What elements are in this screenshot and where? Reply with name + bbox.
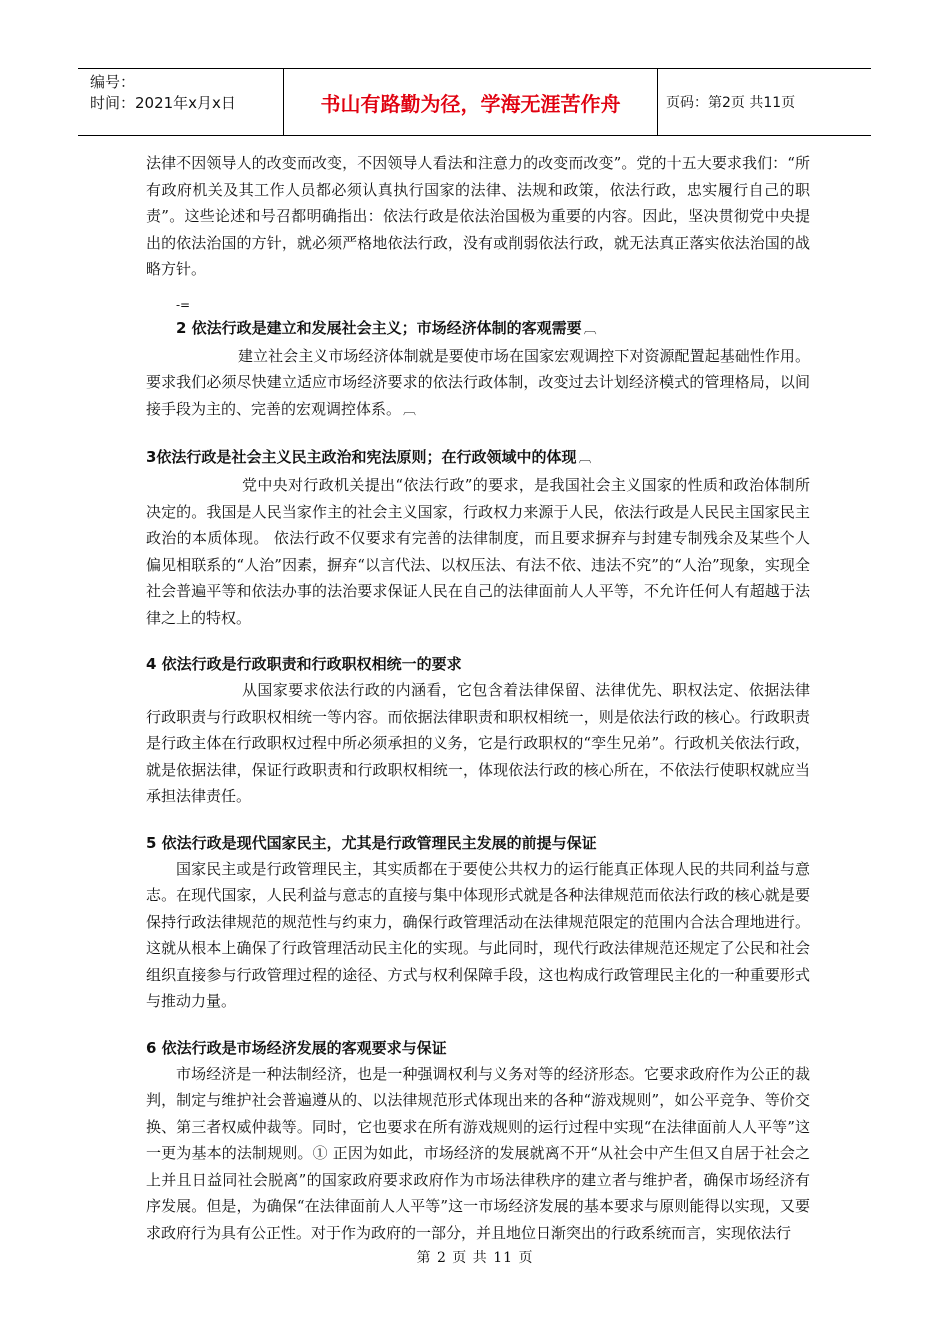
section-3-heading — [146, 444, 810, 472]
header-slogan: 书山有路勤为径，学海无涯苦作舟 — [283, 69, 658, 135]
section-4-heading: 4 依法行政是行政职责和行政职权相统一的要求 — [146, 655, 462, 673]
section-6-heading: 6 依法行政是市场经济发展的客观要求与保证 — [146, 1038, 447, 1057]
section-3-body: 党中央对行政机关提出“依法行政”的要求，是我国社会主义国家的性质和政治体制所决定的。我国是人民当家作主的社会主义国家，行政权力来源于人民，依法行政是人民民主国家民主政治的本质体现。 依法行政不仅要求有完善的法律制度，而且要求摒弃与封建专制残余及某些个人偏见相联系的“人治”因素，摒弃“以言代法、以权压法、有法不依、违法不究”的“人治”现象，实现全社会普遍平等和依法办事的法治要求保证人民在自己的法律面前人人平等，不允许任何人有超越于法律之上的特权。 — [146, 476, 810, 627]
section-4-body: 从国家要求依法行政的内涵看，它包含着法律保留、法律优先、职权法定、依据法律行政职责与行政职权相统一等内容。而依据法律职责和职权相统一，则是依法行政的核心。行政职责是行政主体在行政职权过程中所必须承担的义务，它是行政职权的“孪生兄弟”。行政机关依法行政，就是依据法律，保证行政职责和行政职权相统一，体现依法行政的核心所在，不依法行使职权就应当承担法律责任。 — [146, 681, 810, 805]
section-5-heading: 5 依法行政是现代国家民主，尤其是行政管理民主发展的前提与保证 — [146, 833, 597, 852]
paragraph-mark-icon: ︹ — [578, 451, 592, 466]
section-2-body-text: 建立社会主义市场经济体制就是要使市场在国家宏观调控下对资源配置起基础性作用。要求我们必须尽快建立适应市场经济要求的依法行政体制，改变过去计划经济模式的管理格局，以间接手段为主的、完善的宏观调控体系。 — [146, 346, 810, 418]
page-header — [78, 68, 871, 136]
paragraph-mark-icon: ︹ — [583, 321, 597, 337]
page-footer: 第 2 页 共 11 页 — [416, 1250, 534, 1266]
document-number-label: 编号： — [90, 73, 136, 91]
section-3-heading-text: 3依法行政是社会主义民主政治和宪法原则；在行政领域中的体现 — [146, 448, 577, 466]
section-6-body: 市场经济是一种法制经济，也是一种强调权利与义务对等的经济形态。它要求政府作为公正的裁判，制定与维护社会普遍遵从的、以法律规范形式体现出来的各种“游戏规则”，如公平竞争、等价交换、第三者权威仲裁等。同时，它也要求在所有游戏规则的运行过程中实现“在法律面前人人平等”这一更为基本的法制规则。① 正因为如此，市场经济的发展就离不开“从社会中产生但又自居于社会之上并且日益同社会脱离”的国家政府要求政府作为市场法律秩序的建立者与维护者，确保市场经济有序发展。但是，为确保“在法律面前人人平等”这一市场经济发展的基本要求与原则能得以实现，又要求政府行为具有公正性。对于作为政府的一部分，并且地位日渐突出的行政系统而言，实现依法行 — [146, 1064, 810, 1242]
header-meta — [78, 69, 283, 135]
header-page-info: 页码：第2页 共11页 — [666, 95, 796, 111]
section-2-body — [146, 343, 810, 425]
paragraph-mark-icon: ︹ — [403, 402, 417, 418]
document-body — [146, 150, 810, 1246]
separator-mark: -= — [176, 297, 191, 312]
section-2-heading-text: 2 依法行政是建立和发展社会主义；市场经济体制的客观需要 — [176, 318, 582, 337]
intro-paragraph: 法律不因领导人的改变而改变，不因领导人看法和注意力的改变而改变”。党的十五大要求我们：“所有政府机关及其工作人员都必须认真执行国家的法律、法规和政策，依法行政，忠实履行自己的职责”。这些论述和号召都明确指出：依法行政是依法治国极为重要的内容。因此，坚决贯彻党中央提出的依法治国的方针，就必须严格地依法行政，没有或削弱依法行政，就无法真正落实依法治国的战略方针。 — [146, 154, 810, 278]
section-5-body: 国家民主或是行政管理民主，其实质都在于要使公共权力的运行能真正体现人民的共同利益与意志。在现代国家，人民利益与意志的直接与集中体现形式就是各种法律规范而依法行政的核心就是要保持行政法律规范的规范性与约束力，确保行政管理活动在法律规范限定的范围内合法合理地进行。这就从根本上确保了行政管理活动民主化的实现。与此同时，现代行政法律规范还规定了公民和社会组织直接参与行政管理过程的途径、方式与权利保障手段，这也构成行政管理民主化的一种重要形式与推动力量。 — [146, 859, 810, 1010]
document-time-label: 时间：2021年x月x日 — [90, 94, 236, 112]
section-2-heading — [176, 315, 810, 343]
